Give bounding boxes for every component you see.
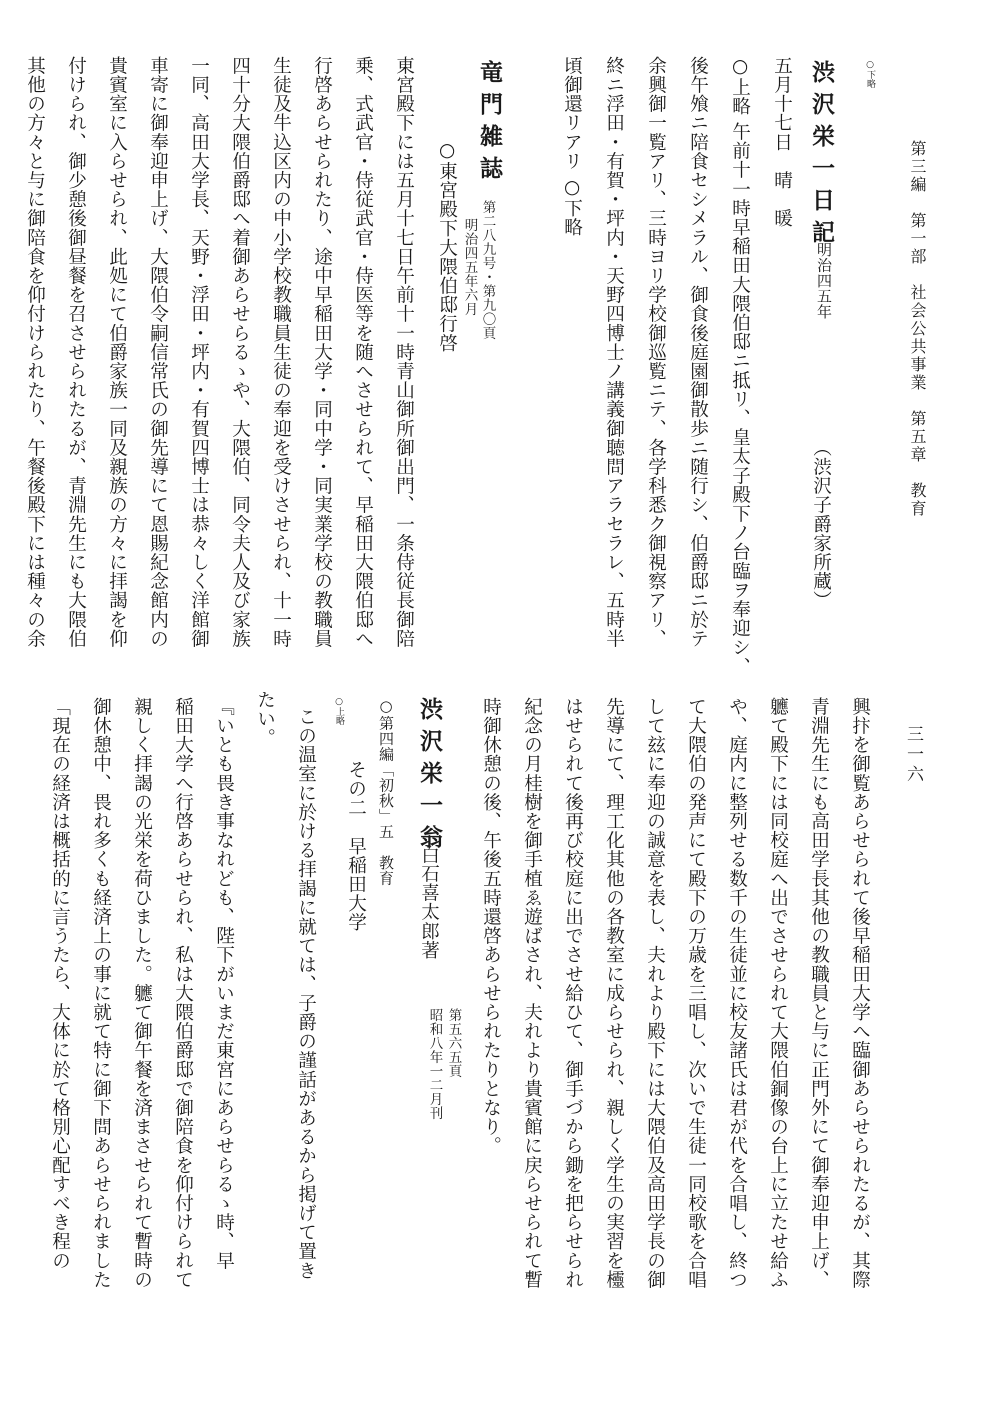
diary-line-3: 余興御一覧アリ、三時ヨリ学校御巡覧ニテ、各学科悉ク御視察アリ、: [645, 56, 667, 649]
book-line-7: 「現在の経済は概括的に言うたら、大体に於て格別心配すべき程の: [49, 697, 71, 1270]
page-number: 三一六: [903, 725, 923, 785]
book-subsection: その二 早稲田大学: [345, 760, 367, 932]
book-line-5: 親しく拝謁の光栄を荷ひました。軈て御午餐を済まさせられて暫時の: [131, 697, 153, 1290]
ryumon-cont-line-4: や、庭内に整列せる数千の生徒並に校友諸氏は君が代を合唱し、終つ: [726, 697, 748, 1290]
ryumon-cont-line-7: 先導にて、理工化其他の各教室に成らせられ、親しく学生の実習を欞: [603, 697, 625, 1290]
ryumon-line-9: 付けられ、御少憩後御昼餐を召させられたるが、青淵先生にも大隈伯: [65, 56, 87, 649]
ryumon-cont-line-6: して玆に奉迎の誠意を表し、夫れより殿下には大隈伯及高田学長の御: [644, 697, 666, 1290]
ryumon-line-7: 車寄に御奉迎申上げ、大隈伯令嗣信常氏の御先導にて恩賜紀念館内の: [147, 56, 169, 649]
book-line-3: 『いとも畏き事なれども、陛下がいまだ東宮にあらせらるゝ時、早: [213, 697, 235, 1270]
diary-line-2: 後午飧ニ陪食セシメラル、御食後庭園御散歩ニ随行シ、伯爵邸ニ於テ: [687, 56, 709, 649]
running-head: 第三編 第一部 社会公共事業 第五章 教育: [908, 140, 927, 518]
ryumon-line-10: 其他の方々と与に御陪食を仰付けられたり、午餐後殿下には種々の余: [24, 56, 46, 649]
ryumon-issue-date: 明治四五年六月: [461, 218, 478, 316]
diary-heading: 渋沢栄一日記: [808, 60, 835, 252]
omit-mark: ○下略: [865, 60, 875, 88]
ryumon-line-8: 貴賓室に入らせられ、此処にて伯爵家族一同及親族の方々に拝謁を仰: [106, 56, 128, 649]
book-line-6: 御休憩中、畏れ多くも経済上の事に就て特に御下問あらせられました: [90, 697, 112, 1290]
diary-line-1: ○上略 午前十一時早稲田大隈伯邸ニ抵リ、皇太子殿下ノ台臨ヲ奉迎シ、: [729, 56, 751, 677]
diary-date: 五月十七日 晴 暖: [771, 56, 793, 228]
ryumon-cont-line-2: 青淵先生にも高田学長其他の教職員と与に正門外にて御奉迎申上げ、: [808, 697, 830, 1290]
ryumon-cont-line-1: 興抃を御覧あらせられて後早稲田大学へ臨御あらせられたるが、其際: [849, 697, 871, 1290]
diary-line-5: 頃御還リアリ ○下略: [561, 56, 583, 237]
ryumon-line-2: 乗、式武官・侍従武官・侍医等を随へさせられて、早稲田大隈伯邸へ: [352, 56, 374, 649]
ryumon-issue: 第二八九号・第九〇頁: [479, 200, 496, 340]
ryumon-cont-line-5: て大隈伯の発声にて殿下の万歳を三唱し、次いで生徒一同校歌を合唱: [685, 697, 707, 1290]
book-line-2: たい。: [254, 690, 276, 748]
diary-line-4: 終ニ浮田・有賀・坪内・天野四博士ノ講義御聴問アラセラレ、五時半: [603, 56, 625, 649]
book-section: ○第四編「初秋」五 教育: [377, 697, 395, 886]
book-author: 白石喜太郎著: [418, 845, 440, 960]
diary-source: （渋沢子爵家所蔵）: [810, 438, 832, 610]
ryumon-subheading: ○東宮殿下大隈伯邸行啓: [436, 140, 458, 353]
ryumon-cont-line-8: はせられて後再び校庭に出でさせ給ひて、御手づから鋤を把らせられ: [562, 697, 584, 1290]
book-published: 昭和八年一二月刊: [426, 1008, 443, 1120]
diary-year: 明治四五年: [815, 242, 833, 320]
ryumon-line-6: 一同、高田大学長、天野・浮田・坪内・有賀四博士は恭々しく洋館御: [188, 56, 210, 649]
book-line-1: この温室に於ける拝謁に就ては、子爵の謹話があるから掲げて置き: [295, 707, 317, 1280]
ryumon-line-1: 東宮殿下には五月十七日午前十一時青山御所御出門、一条侍従長御陪: [393, 56, 415, 649]
book-line-4: 稲田大学へ行啓あらせられ、私は大隈伯爵邸で御陪食を仰付けられて: [172, 697, 194, 1290]
ryumon-cont-line-3: 軈て殿下には同校庭へ出でさせられて大隈伯銅像の台上に立たせ給ふ: [767, 697, 789, 1290]
book-omit-mark: ○上略: [334, 697, 344, 725]
ryumon-line-4: 生徒及牛込区内の中小学校教職員生徒の奉迎を受けさせられ、十一時: [270, 56, 292, 649]
book-heading: 渋沢栄一翁: [416, 697, 443, 857]
ryumon-heading: 竜門雑誌: [476, 60, 503, 188]
book-pages: 第五六五頁: [445, 1008, 462, 1078]
ryumon-cont-line-10: 時御休憩の後、午後五時還啓あらせられたりとなり。: [480, 697, 502, 1156]
ryumon-line-5: 四十分大隈伯爵邸へ着御あらせらるゝや、大隈伯、同令夫人及び家族: [229, 56, 251, 649]
ryumon-cont-line-9: 紀念の月桂樹を御手植ゑ遊ばされ、夫れより貴賓館に戻らせられて暫: [521, 697, 543, 1290]
ryumon-line-3: 行啓あらせられたり、途中早稲田大学・同中学・同実業学校の教職員: [311, 56, 333, 649]
